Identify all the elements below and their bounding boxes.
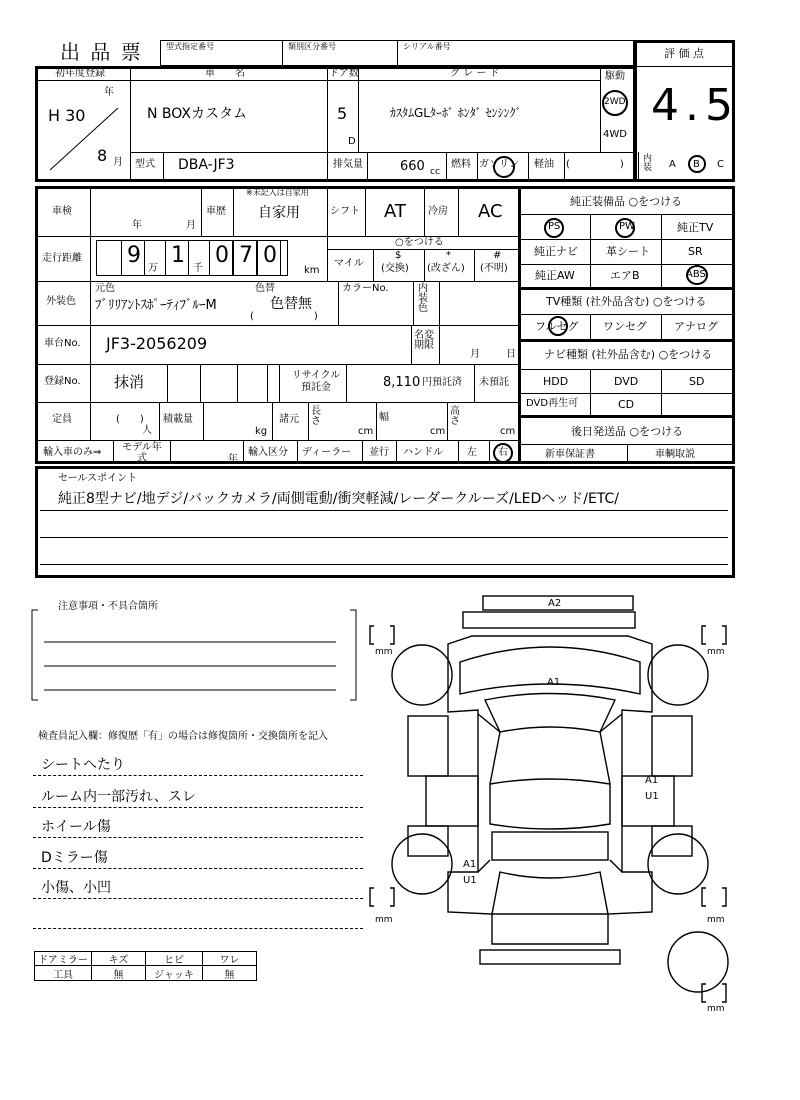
hash-symbol: # [493, 250, 502, 261]
interior-b: B [693, 159, 700, 170]
history-note: ※未記入は自家用 [246, 188, 309, 197]
check-note: ○をつける [395, 237, 444, 248]
dollar-symbol: $ [395, 250, 402, 261]
mile-option: マイル [334, 258, 364, 269]
fuel-gasoline-circle [493, 156, 515, 178]
unit-man: 万 [148, 263, 158, 274]
doors-value: 5 [337, 104, 348, 123]
doors-label: ドア数 [329, 68, 359, 79]
tbl-break: ワレ [202, 951, 257, 966]
notes-label: 注意事項・不具合箇所 [58, 601, 158, 612]
name-change-label: 名変期限 [414, 330, 434, 351]
mileage-digit-5: 0 [263, 243, 277, 268]
height-label: 高さ [450, 406, 460, 427]
navi-sd: SD [689, 375, 705, 388]
equip-abs-circle [686, 265, 708, 285]
equip-navi: 純正ナビ [534, 245, 578, 258]
tbl-tools-value: 無 [91, 965, 146, 981]
registration-label: 登録No. [44, 376, 81, 387]
tbl-tools: 工具 [34, 965, 92, 981]
tbl-jack-value: 無 [202, 965, 257, 981]
equip-abs: ABS [686, 269, 706, 280]
parallel-option: 並行 [369, 447, 389, 458]
navi-title: ナビ種類 (社外品含む) ○をつける [544, 348, 713, 361]
dealer-option: ディーラー [302, 447, 352, 458]
unit-sen: 千 [193, 263, 203, 274]
interior-b-circle [688, 155, 706, 173]
history-value: 自家用 [258, 205, 300, 221]
first-reg-month: 8 [97, 146, 108, 165]
recycle-unpaid: 未預託 [479, 377, 509, 388]
inspector-line-1: シートへたり [41, 757, 125, 773]
import-category-label: 輸入区分 [248, 447, 288, 458]
displacement-value: 660 [400, 159, 425, 174]
interior-label: 内装 [643, 154, 653, 173]
score-label: 評 価 点 [664, 47, 704, 60]
capacity-value: ( ) [116, 414, 144, 425]
model-value: DBA-JF3 [178, 157, 235, 173]
type-code-label: 型式指定番号 [166, 42, 214, 51]
diagram-label-a2: A2 [548, 598, 562, 609]
equip-ps-circle [544, 218, 564, 238]
later-warranty: 新車保証書 [545, 449, 595, 460]
diagram-label-a1-top: A1 [547, 677, 561, 688]
load-unit: kg [255, 426, 268, 437]
inspector-line-2: ルーム内一部汚れ、スレ [41, 789, 196, 805]
ac-label: 冷房 [428, 206, 448, 217]
inspector-line-3: ホイール傷 [41, 819, 111, 835]
diagram-label-a1-left: A1 [463, 859, 477, 870]
handle-left: 左 [467, 447, 477, 458]
handle-right: 右 [498, 447, 508, 458]
import-label: 輸入車のみ⇒ [43, 447, 102, 458]
first-reg-label: 初年度登録 [55, 68, 105, 79]
repaint-paren: ( ) [250, 311, 318, 322]
score-value: 4.5 [651, 80, 739, 131]
category-label: 類別区分番号 [288, 42, 336, 51]
inspection-year-unit: 年 [132, 220, 142, 231]
load-label: 積載量 [163, 414, 193, 425]
exterior-label: 外装色 [46, 296, 76, 307]
sales-label: セールスポイント [58, 473, 138, 484]
tbl-scratch: キズ [91, 951, 146, 966]
tv-fullseg: フルセグ [535, 320, 579, 333]
mm-label-1: mm [375, 647, 393, 657]
tv-fullseg-circle [548, 316, 568, 336]
equipment-title: 純正装備品 ○をつける [570, 195, 683, 208]
length-label: 長さ [311, 406, 321, 427]
modified-option: (改ざん) [427, 263, 465, 274]
serial-label: シリアル番号 [403, 42, 451, 51]
shift-label: シフト [330, 206, 360, 217]
exchange-option: (交換) [381, 263, 409, 274]
unknown-option: (不明) [480, 263, 508, 274]
repaint-value: 色替無 [270, 296, 312, 312]
recycle-paid: 円預託済 [422, 377, 462, 388]
width-unit: cm [430, 426, 446, 437]
mm-label-4: mm [707, 915, 725, 925]
first-reg-year: H 30 [48, 106, 86, 125]
model-year-unit: 年 [228, 454, 238, 465]
star-symbol: * [446, 250, 451, 261]
inspection-label: 車検 [52, 206, 72, 217]
color-no-label: カラーNo. [342, 283, 389, 294]
history-label: 車歴 [206, 206, 226, 217]
inspection-month-unit: 月 [186, 220, 196, 231]
inspector-label: 検査員記入欄：修復歴「有」の場合は修復箇所・交換箇所を記入 [38, 731, 328, 742]
mm-label-3: mm [375, 915, 393, 925]
inspector-line-4: Dミラー傷 [41, 850, 108, 866]
navi-hdd: HDD [543, 375, 569, 388]
model-label: 型式 [135, 159, 155, 170]
equip-airbag: エアB [610, 269, 640, 282]
mileage-label: 走行距離 [42, 253, 82, 264]
name-change-day: 日 [506, 349, 516, 360]
mileage-digit-4: 7 [239, 243, 253, 268]
navi-dvd-play: DVD再生可 [526, 398, 579, 409]
fuel-diesel: 軽油 [534, 159, 554, 170]
registration-value: 抹消 [114, 373, 145, 391]
equip-leather: 革シート [606, 245, 650, 258]
recycle-value: 8,110 [383, 375, 421, 390]
doors-suffix: D [348, 136, 356, 147]
shift-value: AT [384, 201, 406, 222]
ac-value: AC [478, 201, 503, 222]
mileage-digit-1: 9 [127, 243, 141, 268]
chassis-value: JF3-2056209 [106, 334, 208, 353]
month-unit: 月 [113, 157, 123, 168]
name-change-month: 月 [470, 349, 480, 360]
length-unit: cm [358, 426, 374, 437]
drive-2wd: 2WD [604, 97, 626, 107]
mileage-digit-2: 1 [171, 243, 185, 268]
grade-value: ｶｽﾀﾑGLﾀｰﾎﾞ ﾎﾝﾀﾞ ｾﾝｼﾝｸﾞ [390, 106, 522, 120]
various-label: 諸元 [279, 414, 299, 425]
tv-oneseg: ワンセグ [603, 320, 647, 333]
sheet-title: 出 品 票 [60, 40, 143, 64]
fuel-other: ( ) [566, 159, 624, 170]
equip-aw: 純正AW [535, 269, 575, 282]
equip-pw: PW [619, 221, 635, 232]
drive-label: 駆動 [605, 71, 625, 82]
capacity-label: 定員 [52, 414, 72, 425]
later-title: 後日発送品 ○をつける [571, 425, 684, 438]
tv-analog: アナログ [674, 320, 718, 333]
mileage-digit-3: 0 [215, 243, 229, 268]
displacement-unit: cc [430, 167, 440, 177]
height-unit: cm [500, 426, 516, 437]
tbl-doormirror: ドアミラー [34, 951, 92, 966]
equip-tv: 純正TV [677, 221, 714, 234]
notes-bracket [30, 606, 358, 704]
handle-label: ハンドル [403, 447, 443, 458]
diagram-label-u1-right: U1 [645, 791, 659, 802]
interior-color-label: 内装色 [418, 283, 428, 314]
sales-line-1: 純正8型ナビ/地デジ/バックカメラ/両側電動/衝突軽減/レーダークルーズ/LEDヘッド/ETC/ [58, 491, 620, 507]
navi-dvd: DVD [614, 375, 639, 388]
chassis-label: 車台No. [44, 338, 81, 349]
handle-right-circle [493, 443, 513, 463]
mm-label-5: mm [707, 1004, 725, 1014]
car-damage-diagram [360, 592, 760, 1022]
mm-label-2: mm [707, 647, 725, 657]
diagram-label-a1-right: A1 [645, 775, 659, 786]
width-label: 幅 [379, 412, 389, 423]
grade-label: グ レ ー ド [450, 68, 500, 79]
tv-title: TV種類 (社外品含む) ○をつける [546, 295, 707, 308]
car-name-value: N BOXカスタム [147, 106, 247, 122]
equip-pw-circle [615, 218, 635, 238]
tbl-jack: ジャッキ [145, 965, 203, 981]
equip-ps: PS [548, 221, 561, 232]
model-year-label: モデル年式 [122, 442, 162, 464]
unit-km: km [304, 265, 320, 276]
displacement-label: 排気量 [333, 159, 363, 170]
recycle-label: リサイクル預託金 [291, 370, 341, 393]
later-manual: 車輌取説 [655, 449, 695, 460]
car-name-label: 車 名 [205, 68, 245, 79]
equip-sr: SR [688, 245, 703, 258]
interior-c: C [717, 159, 724, 170]
inspector-line-5: 小傷、小凹 [41, 880, 111, 896]
navi-cd: CD [618, 398, 635, 411]
capacity-unit: 人 [142, 425, 152, 436]
drive-4wd: 4WD [603, 129, 627, 140]
original-color-label: 元色 [95, 283, 115, 294]
fuel-label: 燃料 [451, 159, 471, 170]
year-unit: 年 [104, 87, 114, 98]
tbl-crack: ヒビ [145, 951, 203, 966]
sales-point-box [35, 466, 735, 578]
diagram-label-u1-left: U1 [463, 875, 477, 886]
fuel-gasoline: ガソリン [479, 159, 519, 170]
repaint-label: 色替 [255, 283, 275, 294]
original-color-value: ﾌﾞﾘﾘｱﾝﾄｽﾎﾟｰﾃｨﾌﾞﾙｰM [95, 298, 217, 313]
interior-a: A [669, 159, 676, 170]
